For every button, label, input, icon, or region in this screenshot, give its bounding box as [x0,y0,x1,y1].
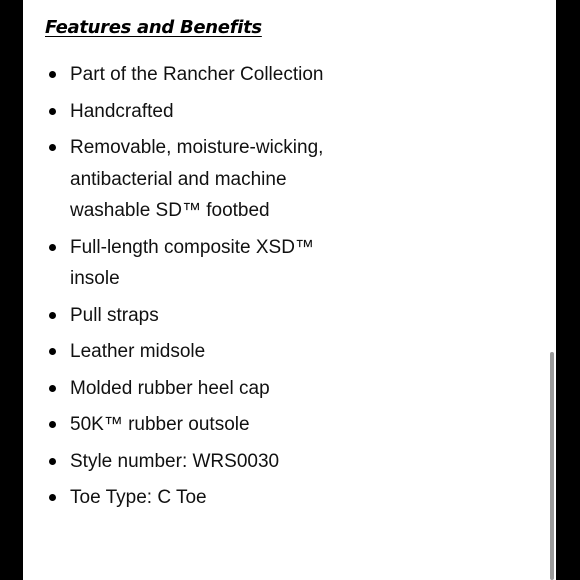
feature-item [45,409,345,441]
feature-text: Part of the Rancher Collection [70,64,324,85]
bullet-icon [49,421,56,428]
bullet-icon [49,244,56,251]
feature-text: Handcrafted [70,100,174,122]
feature-item [45,300,345,332]
feature-text: 50K™ rubber outsole [70,414,250,435]
features-heading: Features and Benefits [45,17,262,38]
bullet-icon [49,458,56,465]
feature-item [45,336,345,368]
feature-item [45,482,345,514]
feature-text: Removable, moisture-wicking, antibacterial and machine washable SD™ footbed [70,137,324,221]
feature-item [45,446,345,478]
feature-text: Toe Type: C Toe [70,487,207,508]
bullet-icon [49,144,56,151]
feature-text: Molded rubber heel cap [70,377,270,399]
bullet-icon [49,108,56,115]
feature-item [45,96,345,128]
feature-item [45,59,345,91]
feature-text: Full-length composite XSD™ insole [70,236,314,289]
product-description-panel [23,0,556,580]
feature-text: Style number: WRS0030 [70,450,280,472]
feature-item [45,373,345,405]
bullet-icon [49,494,56,501]
feature-item [45,232,345,295]
bullet-icon [49,348,56,355]
features-list [45,59,345,519]
bullet-icon [49,312,56,319]
bullet-icon [49,385,56,392]
feature-text: Leather midsole [70,341,206,362]
feature-text: Pull straps [70,304,159,326]
bullet-icon [49,71,56,78]
vertical-scrollbar[interactable] [550,352,554,580]
feature-item [45,132,325,227]
